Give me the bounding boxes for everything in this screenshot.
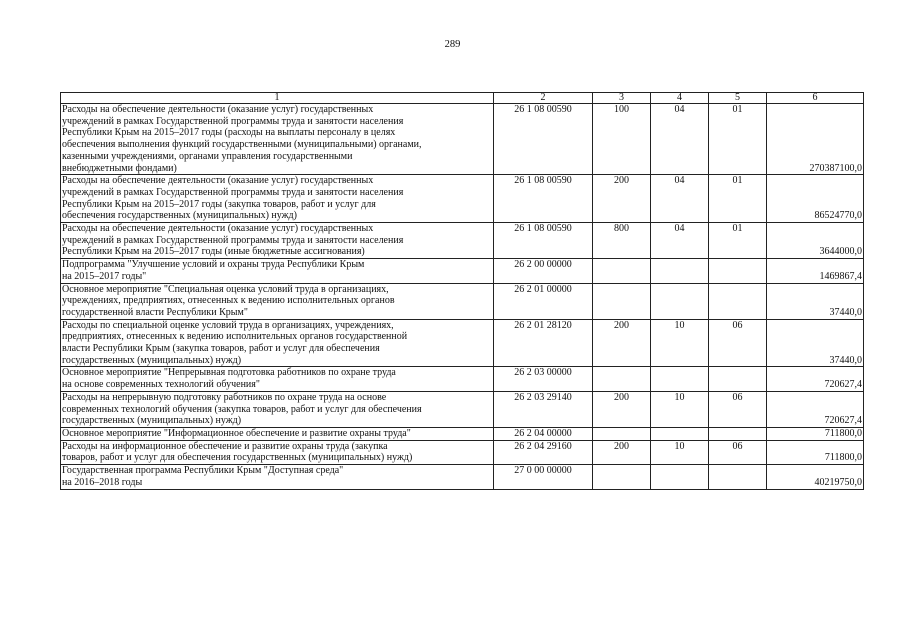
row-subsection: 01 (709, 104, 767, 175)
row-name: Основное мероприятие "Непрерывная подготовка работников по охране труда на основе современных технологий обучения" (61, 367, 494, 391)
row-sum: 86524770,0 (767, 175, 864, 223)
row-subsection (709, 427, 767, 440)
header-col-6: 6 (767, 93, 864, 104)
row-code: 26 2 03 29140 (494, 391, 593, 427)
row-expense-type: 200 (593, 440, 651, 464)
row-sum: 711800,0 (767, 440, 864, 464)
row-name: Основное мероприятие "Информационное обеспечение и развитие охраны труда" (61, 427, 494, 440)
row-subsection: 06 (709, 440, 767, 464)
row-name: Государственная программа Республики Крым "Доступная среда" на 2016–2018 годы (61, 465, 494, 489)
row-expense-type: 200 (593, 391, 651, 427)
row-sum: 3644000,0 (767, 223, 864, 259)
row-section: 10 (651, 319, 709, 367)
row-code: 26 2 01 28120 (494, 319, 593, 367)
row-subsection: 01 (709, 223, 767, 259)
row-sum: 270387100,0 (767, 104, 864, 175)
row-expense-type (593, 465, 651, 489)
table-row (61, 223, 864, 259)
row-name: Расходы на информационное обеспечение и развитие охраны труда (закупка товаров, работ и услуг для обеспечения государственных (муниципальных) нужд) (61, 440, 494, 464)
row-section: 10 (651, 440, 709, 464)
row-expense-type: 200 (593, 319, 651, 367)
row-subsection: 06 (709, 319, 767, 367)
row-expense-type (593, 259, 651, 283)
row-name: Расходы на обеспечение деятельности (оказание услуг) государственных учреждений в рамках Государственной программы труда и занятости населения Республики Крым на 2015–2017 годы (закупка товаров, работ и услуг для обеспечения государственных (муниципальных) нужд) (61, 175, 494, 223)
page-number: 289 (444, 39, 461, 50)
row-name: Расходы на обеспечение деятельности (оказание услуг) государственных учреждений в рамках Государственной программы труда и занятости населения Республики Крым на 2015–2017 годы (иные бюджетные ассигнования) (61, 223, 494, 259)
row-expense-type (593, 367, 651, 391)
row-name: Расходы на обеспечение деятельности (оказание услуг) государственных учреждений в рамках Государственной программы труда и занятости населения Республики Крым на 2015–2017 годы (расходы на выплаты персоналу в целях обеспечения выполнения функций государственными (муниципальными) органами, казенными учреждениями, органами управления государственными внебюджетными фондами) (61, 104, 494, 175)
row-section (651, 427, 709, 440)
row-code: 26 2 03 00000 (494, 367, 593, 391)
row-sum: 711800,0 (767, 427, 864, 440)
header-col-4: 4 (651, 93, 709, 104)
row-sum: 720627,4 (767, 391, 864, 427)
row-name: Основное мероприятие "Специальная оценка условий труда в организациях, учреждениях, предприятиях, отнесенных к ведению исполнительных органов государственной власти Республики Крым" (61, 283, 494, 319)
row-section (651, 283, 709, 319)
header-col-1: 1 (61, 93, 494, 104)
row-section (651, 259, 709, 283)
row-expense-type: 200 (593, 175, 651, 223)
row-expense-type (593, 427, 651, 440)
row-name: Расходы на непрерывную подготовку работников по охране труда на основе современных технологий обучения (закупка товаров, работ и услуг для обеспечения государственных (муниципальных) нужд) (61, 391, 494, 427)
row-subsection (709, 367, 767, 391)
row-sum: 37440,0 (767, 319, 864, 367)
header-col-3: 3 (593, 93, 651, 104)
row-subsection: 01 (709, 175, 767, 223)
row-sum: 720627,4 (767, 367, 864, 391)
table-row (61, 175, 864, 223)
row-expense-type (593, 283, 651, 319)
row-code: 26 2 04 29160 (494, 440, 593, 464)
table-row (61, 427, 864, 440)
row-section (651, 367, 709, 391)
row-code: 26 1 08 00590 (494, 104, 593, 175)
row-section: 04 (651, 175, 709, 223)
row-section (651, 465, 709, 489)
table-row (61, 283, 864, 319)
budget-table (60, 92, 864, 490)
row-expense-type: 800 (593, 223, 651, 259)
table-row (61, 367, 864, 391)
table-header-row (61, 93, 864, 104)
row-code: 26 2 04 00000 (494, 427, 593, 440)
row-code: 26 2 00 00000 (494, 259, 593, 283)
row-subsection: 06 (709, 391, 767, 427)
table-row (61, 104, 864, 175)
header-col-5: 5 (709, 93, 767, 104)
row-code: 27 0 00 00000 (494, 465, 593, 489)
row-name: Расходы по специальной оценке условий труда в организациях, учреждениях, предприятиях, отнесенных к ведению исполнительных органов государственной власти Республики Крым (закупка товаров, работ и услуг для обеспечения государственных (муниципальных) нужд) (61, 319, 494, 367)
table-row (61, 391, 864, 427)
table-row (61, 319, 864, 367)
table-row (61, 440, 864, 464)
row-section: 04 (651, 104, 709, 175)
table-row (61, 465, 864, 489)
row-subsection (709, 465, 767, 489)
row-sum: 40219750,0 (767, 465, 864, 489)
row-subsection (709, 259, 767, 283)
row-code: 26 2 01 00000 (494, 283, 593, 319)
row-sum: 37440,0 (767, 283, 864, 319)
table-row (61, 259, 864, 283)
row-section: 10 (651, 391, 709, 427)
table-body (61, 104, 864, 490)
row-code: 26 1 08 00590 (494, 175, 593, 223)
row-sum: 1469867,4 (767, 259, 864, 283)
row-code: 26 1 08 00590 (494, 223, 593, 259)
row-expense-type: 100 (593, 104, 651, 175)
row-section: 04 (651, 223, 709, 259)
row-name: Подпрограмма "Улучшение условий и охраны труда Республики Крым на 2015–2017 годы" (61, 259, 494, 283)
row-subsection (709, 283, 767, 319)
header-col-2: 2 (494, 93, 593, 104)
